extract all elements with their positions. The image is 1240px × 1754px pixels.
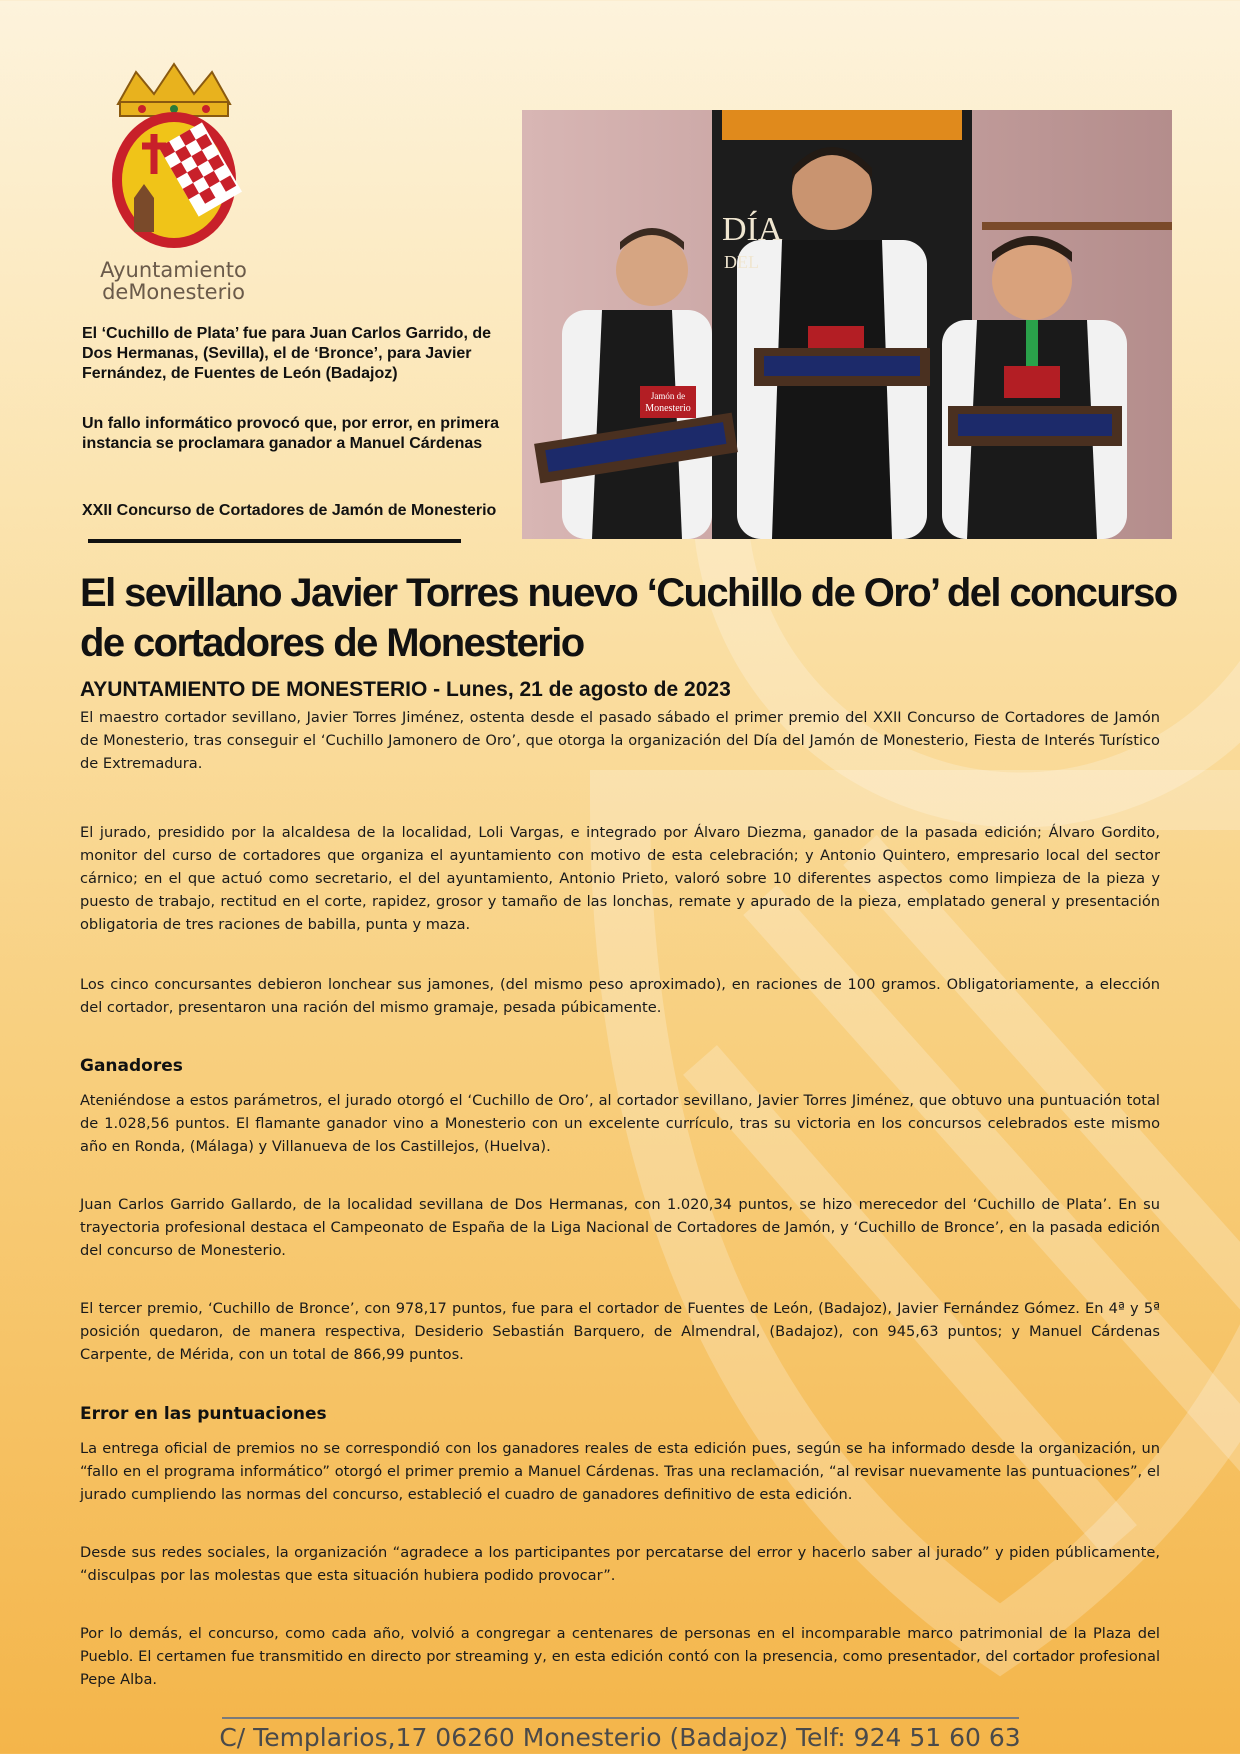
paragraph-error-entrega: La entrega oficial de premios no se correspondió con los ganadores reales de esta edición pues, según se ha informado desde la organización, un “fallo en el programa informático” otorgó el primer premio a Manuel Cárdenas. Tras una reclamación, “al revisar nuevamente las puntuaciones”, el jurado cumpliendo las normas del concurso, estableció el cuadro de ganadores definitivo de esta edición. xyxy=(80,1440,1160,1503)
banner-text-del: DEL xyxy=(724,252,759,272)
logo-text-monesterio: deMonesterio xyxy=(102,280,245,304)
paragraph-concursantes: Los cinco concursantes debieron lonchear sus jamones, (del mismo peso aproximado), en raciones de 100 gramos. Obligatoriamente, a elección del cortador, presentaron una ración del mismo gramaje, pesada púbicamente. xyxy=(80,976,1160,1016)
banner-text-dia: DÍA xyxy=(722,211,783,248)
logo-text-ayuntamiento: Ayuntamiento xyxy=(100,258,247,282)
paragraph-jurado: El jurado, presidido por la alcaldesa de la localidad, Loli Vargas, e integrado por Álvaro Diezma, ganador de la pasada edición; Álvaro Gordito, monitor del curso de cortadores que organiza el ayuntamiento con motivo de esta celebración; y Antonio Quintero, empresario local del sector cárnico; en el que actuó como secretario, el del ayuntamiento, Antonio Prieto, valoró sobre 10 diferentes aspectos como limpieza de la pieza y puesto de trabajo, rectitud en el corte, rapidez, grosor y tamaño de las lonchas, remate y apurado de la pieza, emplatado general y presentación obligatoria de tres raciones de babilla, punta y maza. xyxy=(80,824,1160,933)
coat-of-arms-icon xyxy=(96,62,251,252)
article-title: El sevillano Javier Torres nuevo ‘Cuchillo de Oro’ del concurso de cortadores de Monesterio xyxy=(80,571,1177,665)
footer-address: C/ Templarios,17 06260 Monesterio (Badajoz) Telf: 924 51 60 63 xyxy=(219,1723,1021,1752)
ayuntamiento-logo xyxy=(96,62,251,307)
highlight-plata-bronce: El ‘Cuchillo de Plata’ fue para Juan Carlos Garrido, de Dos Hermanas, (Sevilla), el de ‘Bronce’, para Javier Fernández, de Fuentes de León (Badajoz) xyxy=(82,325,491,382)
highlight-underline xyxy=(88,539,461,543)
article-byline: AYUNTAMIENTO DE MONESTERIO - Lunes, 21 de agosto de 2023 xyxy=(80,678,731,701)
paragraph-ganador-plata: Juan Carlos Garrido Gallardo, de la localidad sevillana de Dos Hermanas, con 1.020,34 puntos, se hizo merecedor del ‘Cuchillo de Plata’. En su trayectoria profesional destaca el Campeonato de España de la Liga Nacional de Cortadores de Jamón, y ‘Cuchillo de Bronce’, en la pasada edición del concurso de Monesterio. xyxy=(80,1196,1160,1259)
apron-label-line1: Jamón de xyxy=(650,391,686,401)
subheading-error: Error en las puntuaciones xyxy=(80,1404,327,1424)
paragraph-cierre: Por lo demás, el concurso, como cada año, volvió a congregar a centenares de personas en el incomparable marco patrimonial de la Plaza del Pueblo. El certamen fue transmitido en directo por streaming y, en esta edición contó con la presencia, como presentador, del cortador profesional Pepe Alba. xyxy=(80,1625,1160,1688)
apron-label-line2: Monesterio xyxy=(645,403,691,414)
highlight-error-informatico: Un fallo informático provocó que, por error, en primera instancia se proclamara ganador a Manuel Cárdenas xyxy=(82,415,499,452)
paragraph-ganador-oro: Ateniéndose a estos parámetros, el jurado otorgó el ‘Cuchillo de Oro’, al cortador sevillano, Javier Torres Jiménez, que obtuvo una puntuación total de 1.028,56 puntos. El flamante ganador vino a Monesterio con un excelente currículo, tras su victoria en los concursos celebrados este mismo año en Ronda, (Málaga) y Villanueva de los Castillejos, (Huelva). xyxy=(80,1092,1160,1155)
paragraph-ganador-bronce: El tercer premio, ‘Cuchillo de Bronce’, con 978,17 puntos, fue para el cortador de Fuentes de León, (Badajoz), Javier Fernández Gómez. En 4ª y 5ª posición quedaron, de manera respectiva, Desiderio Sebastián Barquero, de Almendral, (Badajoz), con 945,63 puntos; y Manuel Cárdenas Carpente, de Mérida, con un total de 866,99 puntos. xyxy=(80,1300,1160,1363)
paragraph-intro: El maestro cortador sevillano, Javier Torres Jiménez, ostenta desde el pasado sábado el primer premio del XXII Concurso de Cortadores de Jamón de Monesterio, tras conseguir el ‘Cuchillo Jamonero de Oro’, que otorga la organización del Día del Jamón de Monesterio, Fiesta de Interés Turístico de Extremadura. xyxy=(80,709,1160,772)
paragraph-redes-sociales: Desde sus redes sociales, la organización “agradece a los participantes por percatarse del error y hacerlo saber al jurado” y piden públicamente, “disculpas por las molestas que esta situación hubiera podido provocar”. xyxy=(80,1544,1160,1584)
winners-photo xyxy=(522,110,1172,539)
highlight-concurso: XXII Concurso de Cortadores de Jamón de Monesterio xyxy=(82,502,497,519)
subheading-ganadores: Ganadores xyxy=(80,1056,183,1076)
footer-divider xyxy=(222,1717,1019,1719)
